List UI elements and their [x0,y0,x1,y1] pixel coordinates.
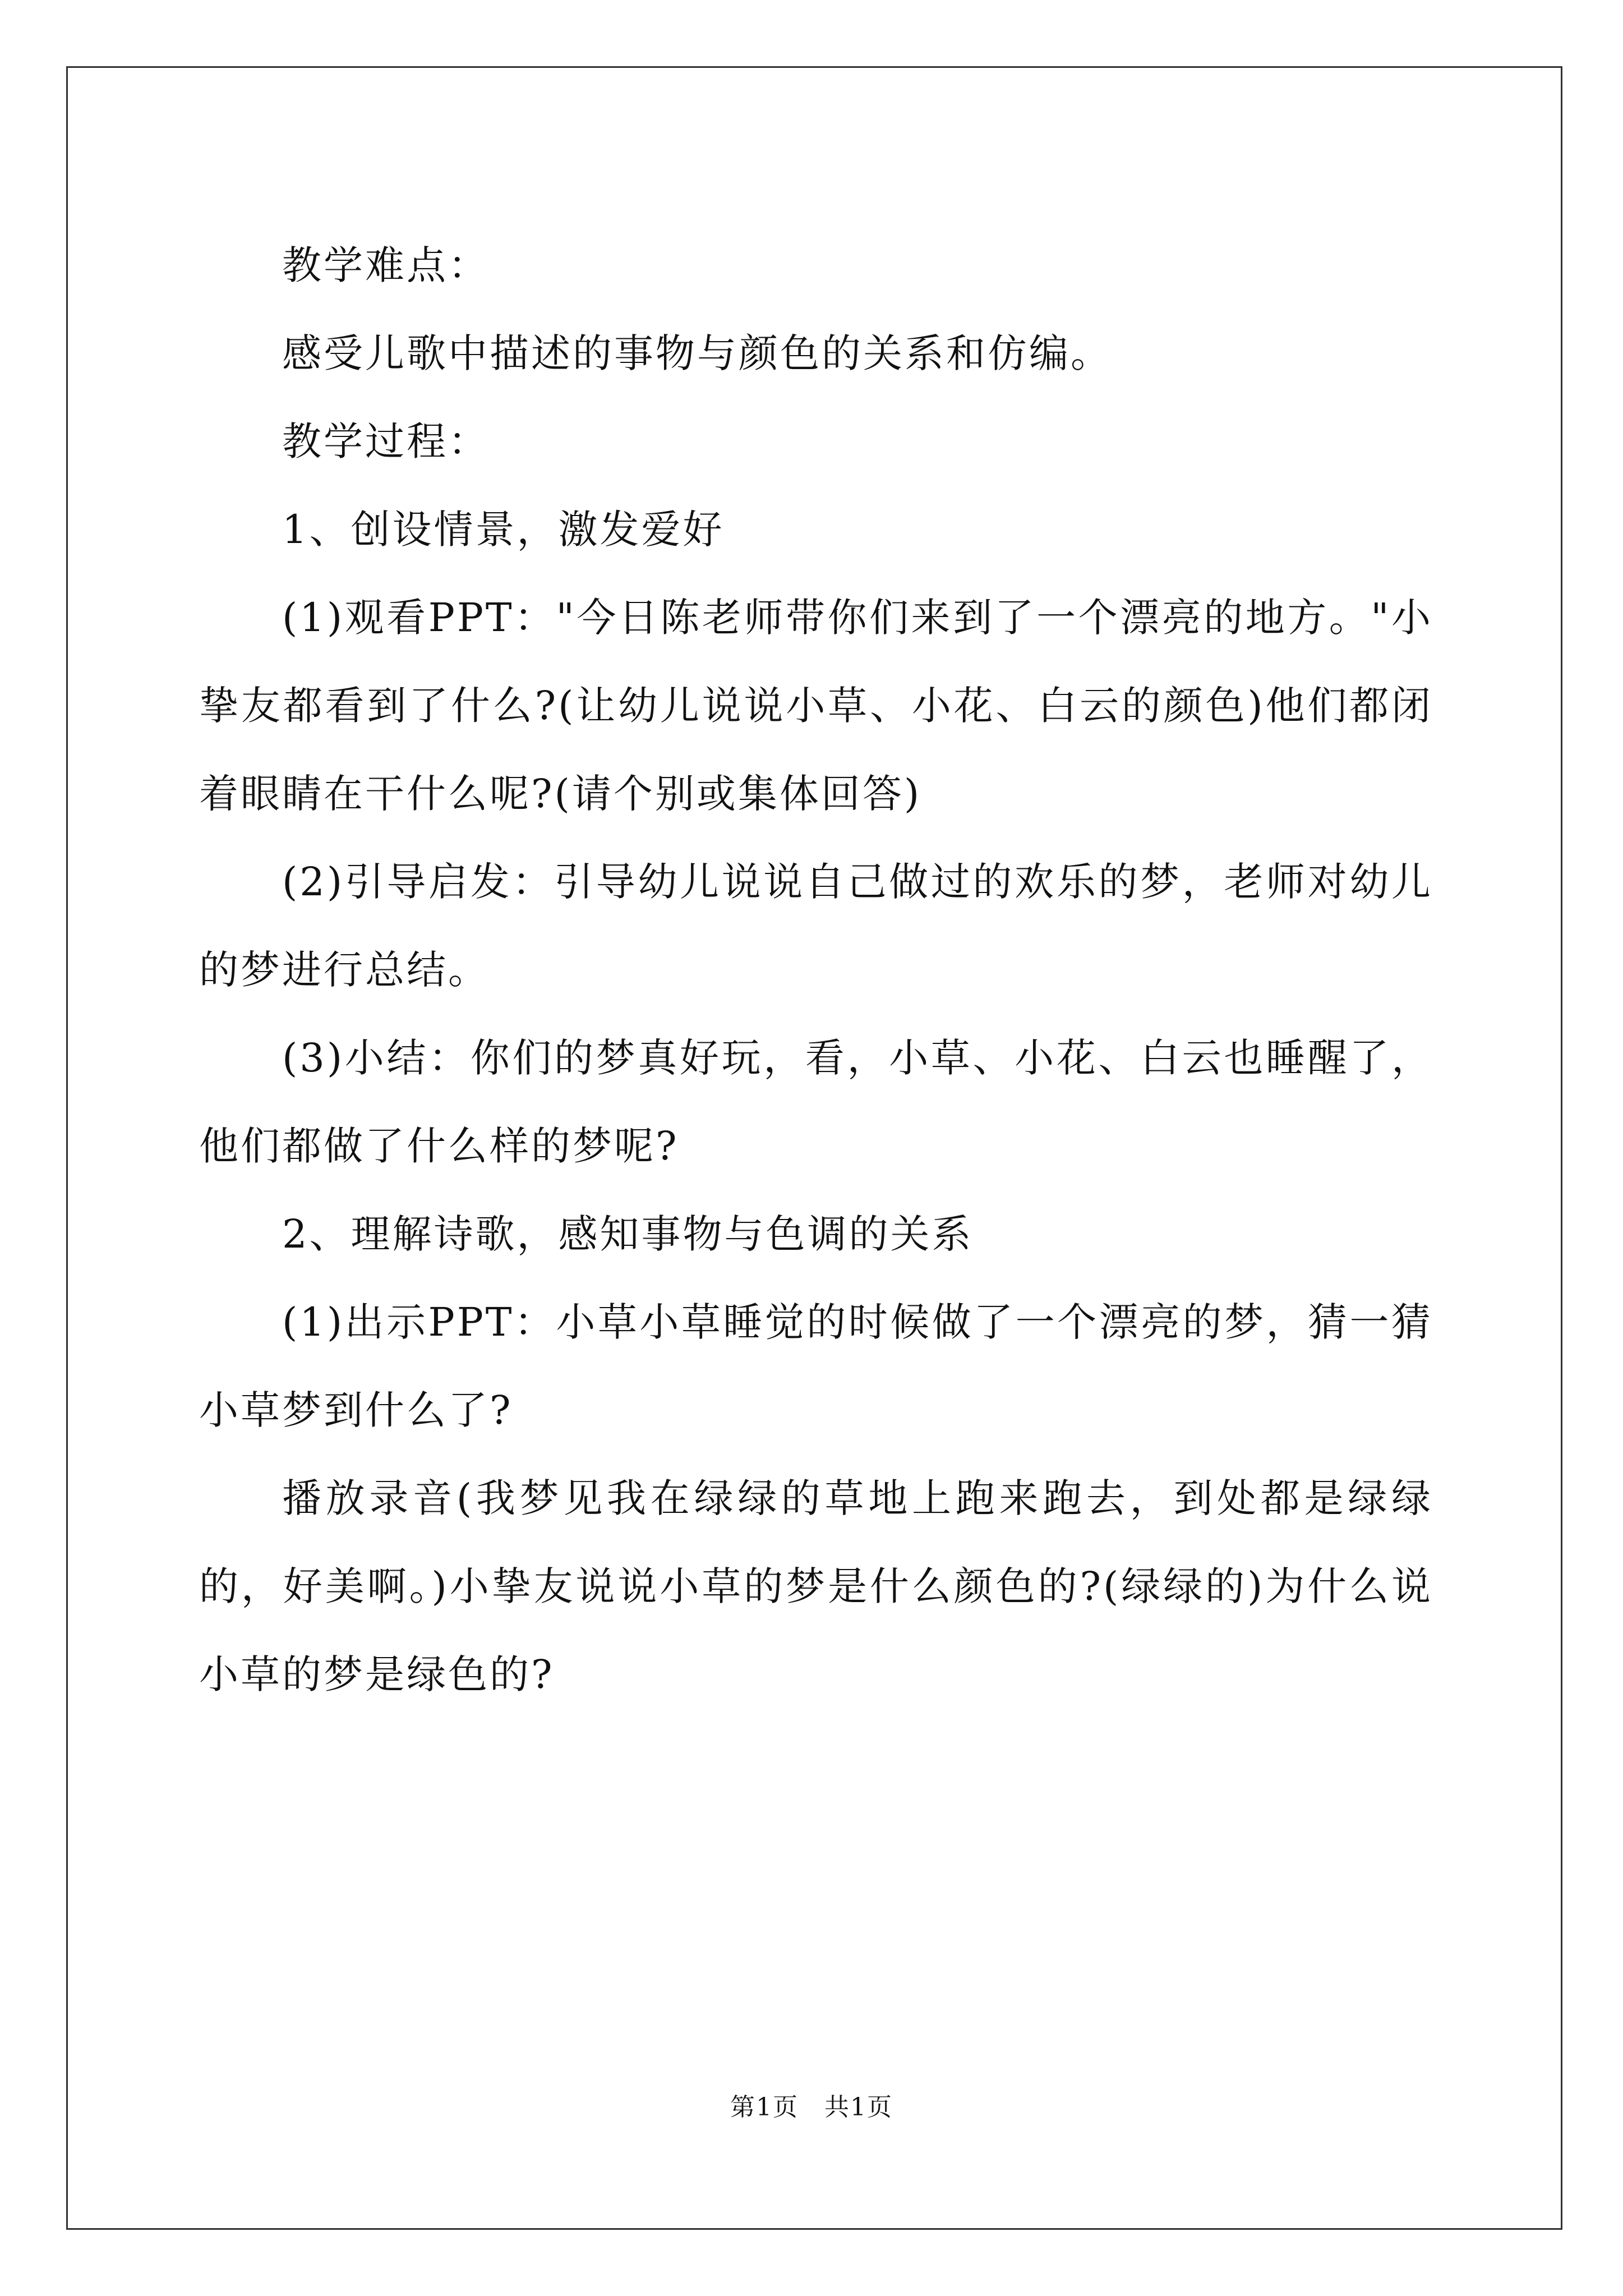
paragraph: 播放录音(我梦见我在绿绿的草地上跑来跑去，到处都是绿绿的，好美啊。)小挚友说说小草的梦是什么颜色的?(绿绿的)为什么说小草的梦是绿色的? [199,1475,1433,1697]
paragraph: (1)观看PPT："今日陈老师带你们来到了一个漂亮的地方。"小挚友都看到了什么?(让幼儿说说小草、小花、白云的颜色)他们都闭着眼睛在干什么呢?(请个别或集体回答) [199,595,1433,817]
paragraph: 2、理解诗歌，感知事物与色调的关系 [282,1211,974,1257]
paragraph: 教学过程： [282,418,490,464]
paragraph: 1、创设情景，激发爱好 [282,507,725,553]
paragraph: (3)小结：你们的梦真好玩，看，小草、小花、白云也睡醒了，他们都做了什么样的梦呢? [199,1035,1433,1169]
paragraph: 教学难点： [282,242,490,288]
paragraph: 感受儿歌中描述的事物与颜色的关系和仿编。 [282,330,1112,376]
paragraph: (1)出示PPT：小草小草睡觉的时候做了一个漂亮的梦，猜一猜小草梦到什么了? [199,1299,1433,1433]
document-body [199,222,1433,1719]
page-footer: 第1页 共1页 [730,2093,893,2122]
paragraph: (2)引导启发：引导幼儿说说自己做过的欢乐的梦，老师对幼儿的梦进行总结。 [199,859,1433,993]
